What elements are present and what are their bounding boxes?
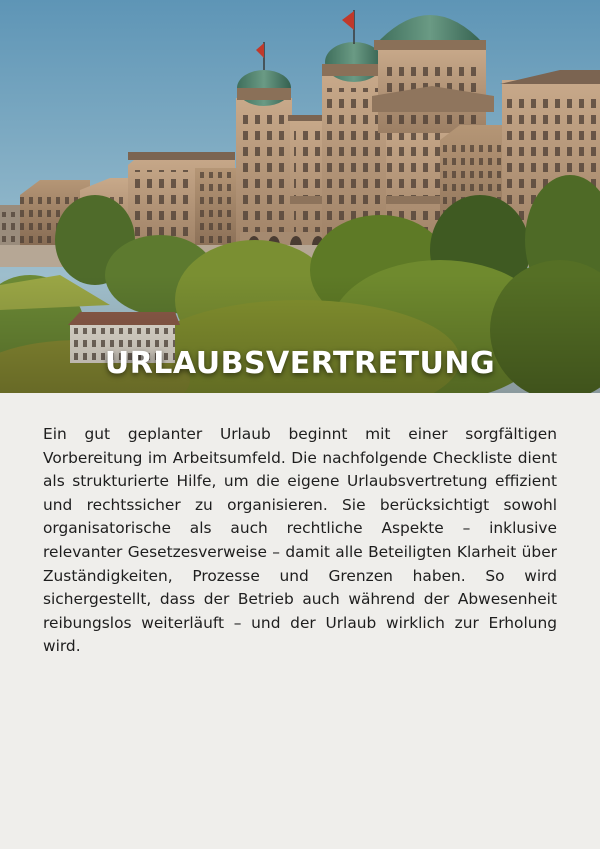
- federal-palace-photo: [0, 0, 600, 393]
- hero-image: [0, 0, 600, 393]
- intro-paragraph: Ein gut geplanter Urlaub beginnt mit einer sorgfältigen Vorbereitung im Arbeitsumfeld. Die nachfolgende Checkliste dient als strukturierte Hilfe, um die eigene Urlaubsvertretung effizient und rechtssicher zu organisieren. Sie berücksichtigt sowohl organisatorische als auch rechtliche Aspekte – inklusive relevanter Gesetzesverweise – damit alle Beteiligten Klarheit über Zuständigkeiten, Prozesse und Grenzen haben. So wird sichergestellt, dass der Betrieb auch während der Abwesenheit reibungslos weiterläuft – und der Urlaub wirklich zur Erholung wird.: [43, 425, 557, 656]
- document-title: URLAUBSVERTRETUNG: [104, 346, 496, 381]
